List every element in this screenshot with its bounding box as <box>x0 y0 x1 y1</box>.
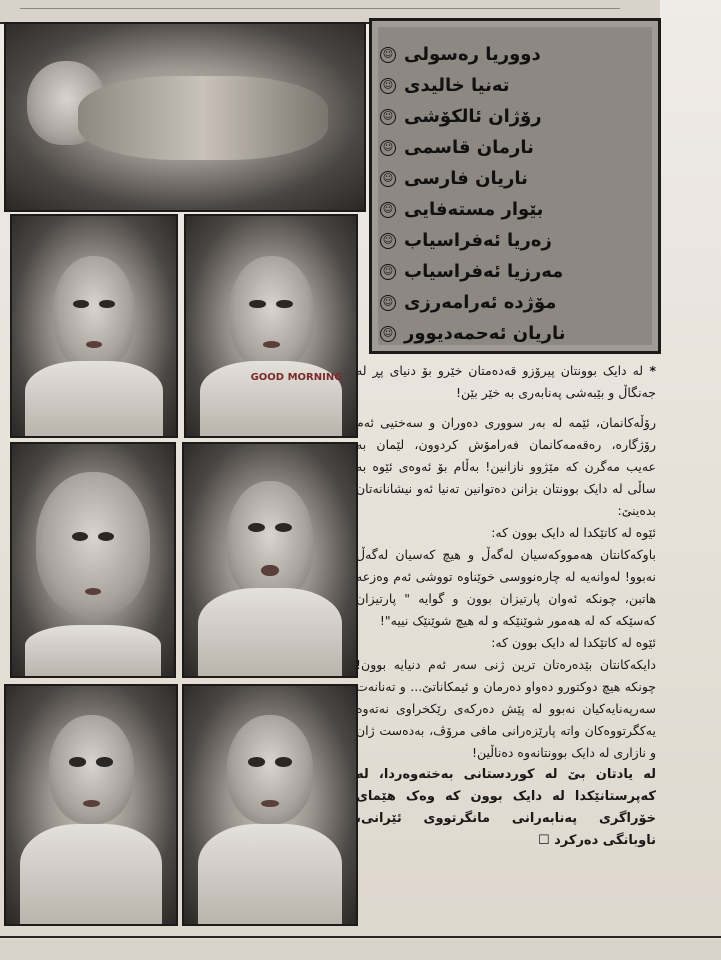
baby-photo-6 <box>182 684 358 926</box>
child-body <box>78 76 329 160</box>
page-footer-strip <box>0 940 721 960</box>
article-paragraph-3: دایکەکانتان بێدەرەتان ترین ژنی سەر ئەم دنیایە بوون! چونکە هیچ دوکتورو دەواو دەرمان و ئیمکاناتێ... و تەنانەت سەرپەنایەکیان نەبوو لە پێش دەرکەی رێکخراوی نەتەوە یەکگرتووەکان واتە پارێزەرانی مافی مرۆڤ، بەدەست ژان و نازاری لە دایک بوونتانەوە دەناڵین! <box>356 657 656 760</box>
name-item: تەنیا خالیدی ☺ <box>380 70 644 101</box>
smiley-icon: ☺ <box>380 140 396 156</box>
article-subheading-1: ئێوە لە کاتێکدا لە دایک بوون کە: <box>491 525 656 540</box>
baby-photo-1 <box>10 214 178 438</box>
photo-sleeping-child <box>4 22 366 212</box>
baby-photo-5 <box>4 684 178 926</box>
article-paragraph-2: باوکەکانتان هەمووکەسیان لەگەڵ و هیچ کەسیان لەگەڵ نەبوو! لەوانەیە لە چارەنووسی خوێناوە تووشی ئەم وەزعە هاتبن، چونکە ئەوان پارتیزان بوون و گوایە " پارتیزان کەسێکە کە لە هەمور شوێنێکە و لە هیچ شوێنێک نییە"! <box>356 547 656 628</box>
smiley-icon: ☺ <box>380 78 396 94</box>
baby-photo-2 <box>184 214 358 438</box>
smiley-icon: ☺ <box>380 233 396 249</box>
end-mark-icon: ☐ <box>537 833 550 848</box>
smiley-icon: ☺ <box>380 326 396 342</box>
smiley-icon: ☺ <box>380 264 396 280</box>
name-item: نارمان قاسمی ☺ <box>380 132 644 163</box>
smiley-icon: ☺ <box>380 202 396 218</box>
article-text <box>356 360 656 852</box>
smiley-icon: ☺ <box>380 171 396 187</box>
article-closing: لە یادتان بێ لە کوردستانی بەختەوەردا، لە کەپرستانێکدا لە دایک بوون کە وەک هێمای خۆراگری پەنابەرانی مانگرتووی ئێرانی، ناوبانگی دەرکرد ☐ <box>356 767 656 848</box>
smiley-icon: ☺ <box>380 47 396 63</box>
name-item: بێوار مستەفایی ☺ <box>380 194 644 225</box>
article-paragraph-1: رۆڵەکانمان، ئێمە لە بەر سووری دەوران و سەختیی ئەم رۆژگارە، رەقەمەکانمان فەرامۆش کردوون، لێمان بە عەیب مەگرن کە مێژوو نازانین! بەڵام بۆ ئەوەی ئێوە بە ساڵی لە دایک بوونتان بزانن دەتوانین تەنیا ئەو نیشانانەتان بدەینێ: <box>356 415 656 518</box>
name-item: دووریا رەسولی ☺ <box>380 39 644 70</box>
article-subheading-2: ئێوە لە کاتێکدا لە دایک بوون کە: <box>491 635 656 650</box>
name-item: رۆژان ئالکۆشی ☺ <box>380 101 644 132</box>
name-item: ناریان فارسی ☺ <box>380 163 644 194</box>
smiley-icon: ☺ <box>380 109 396 125</box>
bottom-rule <box>0 936 721 938</box>
name-item: مەرزیا ئەفراسیاب ☺ <box>380 256 644 287</box>
article-lead: * لە دایک بوونتان پیرۆزو قەدەمتان خێرو بۆ دنیای پڕ لە جەنگاڵ و بێبەشی پەنابەری بە خێر بێن! <box>356 360 656 404</box>
baby-photo-4 <box>182 442 358 678</box>
names-box <box>369 18 661 354</box>
names-list <box>372 21 658 349</box>
header-rule <box>20 8 620 9</box>
name-item: مۆژدە ئەرامەرزی ☺ <box>380 287 644 318</box>
name-item: ناریان ئەحمەدیوور ☺ <box>380 318 644 349</box>
smiley-icon: ☺ <box>380 295 396 311</box>
name-item: زەریا ئەفراسیاب ☺ <box>380 225 644 256</box>
baby-photo-3 <box>10 442 176 678</box>
shirt-print: GOOD MORNING <box>250 372 343 384</box>
